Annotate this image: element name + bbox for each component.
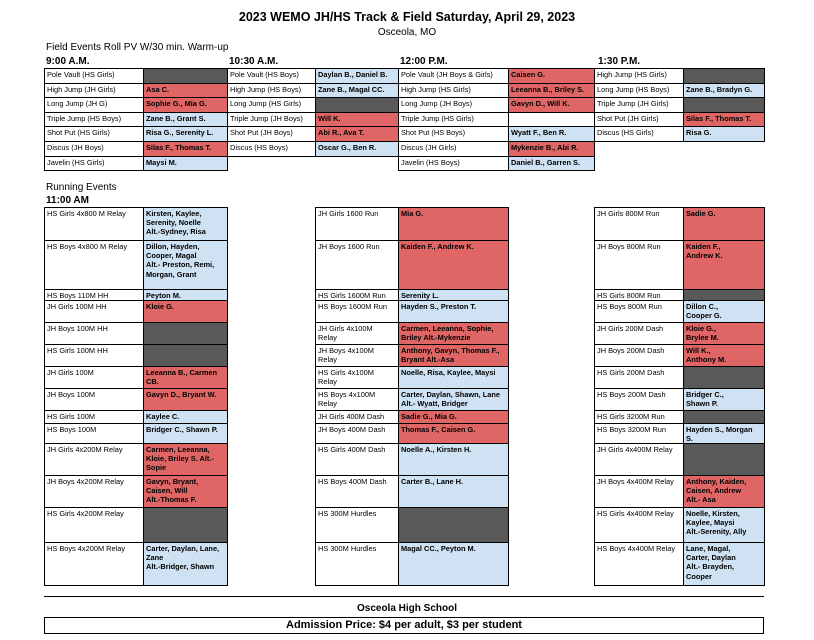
running-athletes-cell xyxy=(143,344,228,367)
running-athletes-cell: Gavyn D., Bryant W. xyxy=(143,388,228,411)
field-athletes-cell: Silas F., Thomas T. xyxy=(683,112,765,128)
running-event-label: HS Boys 4x400M Relay xyxy=(594,542,684,586)
field-athletes-cell xyxy=(508,112,595,128)
running-event-label: HS Boys 800M Run xyxy=(594,300,684,323)
field-event-label: Shot Put (JH Boys) xyxy=(227,126,316,142)
running-event-label: JH Girls 100M xyxy=(44,366,144,389)
field-event-label: Discus (HS Boys) xyxy=(227,141,316,157)
running-event-label: JH Boys 400M Dash xyxy=(315,423,399,444)
running-event-label: HS Girls 800M Run xyxy=(594,289,684,301)
field-time-2: 10:30 A.M. xyxy=(229,56,279,67)
running-athletes-cell: Dillon, Hayden, Cooper, Magal Alt.- Preston, Remi, Morgan, Grant xyxy=(143,240,228,290)
field-athletes-cell: Gavyn D., Will K. xyxy=(508,97,595,113)
running-athletes-cell xyxy=(683,443,765,476)
running-athletes-cell: Bridger C., Shawn P. xyxy=(683,388,765,411)
field-event-label: Triple Jump (HS Girls) xyxy=(398,112,509,128)
running-event-label: HS Girls 4x100M Relay xyxy=(315,366,399,389)
field-event-label: High Jump (HS Girls) xyxy=(398,83,509,99)
field-event-label: Long Jump (JH Boys) xyxy=(398,97,509,113)
admission-price: Admission Price: $4 per adult, $3 per student xyxy=(44,617,764,634)
running-athletes-cell: Noelle A., Kirsten H. xyxy=(398,443,509,476)
field-time-4: 1:30 P.M. xyxy=(598,56,641,67)
field-event-label: Shot Put (HS Girls) xyxy=(44,126,144,142)
running-event-label: JH Girls 4x100M Relay xyxy=(315,322,399,345)
field-athletes-cell: Will K. xyxy=(315,112,399,128)
field-event-label: Long Jump (JH G) xyxy=(44,97,144,113)
field-athletes-cell: Oscar G., Ben R. xyxy=(315,141,399,157)
running-athletes-cell: Kaiden F., Andrew K. xyxy=(683,240,765,290)
field-events-label: Field Events Roll PV W/30 min. Warm-up xyxy=(46,42,229,53)
field-time-3: 12:00 P.M. xyxy=(400,56,448,67)
field-athletes-cell: Abi R., Ava T. xyxy=(315,126,399,142)
running-athletes-cell: Magal CC., Peyton M. xyxy=(398,542,509,586)
running-event-label: HS Girls 3200M Run xyxy=(594,410,684,424)
field-athletes-cell: Daniel B., Garren S. xyxy=(508,156,595,172)
running-event-label: HS Girls 4x400M Relay xyxy=(594,507,684,543)
running-athletes-cell: Anthony, Gavyn, Thomas F., Bryant Alt.-Asa xyxy=(398,344,509,367)
running-athletes-cell: Lane, Magal, Carter, Daylan Alt.- Brayden, Cooper xyxy=(683,542,765,586)
running-athletes-cell: Carter, Daylan, Shawn, Lane Alt.- Wyatt, Bridger xyxy=(398,388,509,411)
running-event-label: JH Boys 4x200M Relay xyxy=(44,475,144,508)
field-athletes-cell: Risa G., Serenity L. xyxy=(143,126,228,142)
running-event-label: HS Boys 400M Dash xyxy=(315,475,399,508)
running-athletes-cell: Mia G. xyxy=(398,207,509,241)
field-athletes-cell xyxy=(683,97,765,113)
running-event-label: JH Girls 800M Run xyxy=(594,207,684,241)
running-athletes-cell: Gavyn, Bryant, Caisen, Will Alt.-Thomas F. xyxy=(143,475,228,508)
field-event-label: Triple Jump (JH Boys) xyxy=(227,112,316,128)
running-athletes-cell xyxy=(143,322,228,345)
running-event-label: HS Boys 200M Dash xyxy=(594,388,684,411)
running-event-label: JH Boys 100M xyxy=(44,388,144,411)
page-title: 2023 WEMO JH/HS Track & Field Saturday, April 29, 2023 xyxy=(238,10,576,24)
field-event-label: Pole Vault (HS Boys) xyxy=(227,68,316,84)
location: Osceola, MO xyxy=(377,27,437,38)
running-athletes-cell: Noelle, Risa, Kaylee, Maysi xyxy=(398,366,509,389)
field-athletes-cell: Zane B., Grant S. xyxy=(143,112,228,128)
running-athletes-cell: Peyton M. xyxy=(143,289,228,301)
running-event-label: HS Girls 1600M Run xyxy=(315,289,399,301)
running-event-label: HS Girls 100M xyxy=(44,410,144,424)
field-athletes-cell: Mykenzie B., Abi R. xyxy=(508,141,595,157)
field-event-label: Shot Put (HS Boys) xyxy=(398,126,509,142)
running-athletes-cell: Kloie G. xyxy=(143,300,228,323)
running-athletes-cell: Hayden S., Preston T. xyxy=(398,300,509,323)
running-event-label: HS Boys 110M HH xyxy=(44,289,144,301)
running-event-label: JH Girls 4x200M Relay xyxy=(44,443,144,476)
running-athletes-cell: Serenity L. xyxy=(398,289,509,301)
running-athletes-cell: Kaiden F., Andrew K. xyxy=(398,240,509,290)
school-name: Osceola High School xyxy=(356,603,458,614)
running-athletes-cell: Carter, Daylan, Lane, Zane Alt.-Bridger, Shawn xyxy=(143,542,228,586)
running-event-label: JH Boys 4x100M Relay xyxy=(315,344,399,367)
running-athletes-cell: Sadie G. xyxy=(683,207,765,241)
field-athletes-cell xyxy=(143,68,228,84)
running-event-label: JH Boys 4x400M Relay xyxy=(594,475,684,508)
running-event-label: JH Boys 100M HH xyxy=(44,322,144,345)
running-event-label: HS Boys 100M xyxy=(44,423,144,444)
running-athletes-cell: Dillon C., Cooper G. xyxy=(683,300,765,323)
field-athletes-cell: Silas F., Thomas T. xyxy=(143,141,228,157)
running-athletes-cell: Sadie G., Mia G. xyxy=(398,410,509,424)
running-event-label: JH Girls 200M Dash xyxy=(594,322,684,345)
running-time: 11:00 AM xyxy=(46,195,89,206)
field-athletes-cell: Asa C. xyxy=(143,83,228,99)
running-athletes-cell: Anthony, Kaiden, Caisen, Andrew Alt.- Asa xyxy=(683,475,765,508)
running-event-label: HS Boys 4x200M Relay xyxy=(44,542,144,586)
field-event-label: Discus (JH Boys) xyxy=(44,141,144,157)
running-athletes-cell: Kirsten, Kaylee, Serenity, Noelle Alt.-Sydney, Risa xyxy=(143,207,228,241)
divider xyxy=(44,596,764,597)
field-athletes-cell: Zane B., Magal CC. xyxy=(315,83,399,99)
running-event-label: HS Girls 200M Dash xyxy=(594,366,684,389)
running-athletes-cell: Leeanna B., Carmen CB. xyxy=(143,366,228,389)
running-athletes-cell: Kloie G., Brylee M. xyxy=(683,322,765,345)
running-event-label: JH Boys 800M Run xyxy=(594,240,684,290)
running-athletes-cell: Noelle, Kirsten, Kaylee, Maysi Alt.-Serenity, Ally xyxy=(683,507,765,543)
running-event-label: HS Boys 3200M Run xyxy=(594,423,684,444)
field-event-label: High Jump (HS Girls) xyxy=(594,68,684,84)
field-event-label: Triple Jump (JH Girls) xyxy=(594,97,684,113)
running-event-label: JH Boys 1600 Run xyxy=(315,240,399,290)
running-event-label: HS Girls 4x800 M Relay xyxy=(44,207,144,241)
field-event-label: High Jump (JH Girls) xyxy=(44,83,144,99)
running-athletes-cell: Thomas F., Caisen G. xyxy=(398,423,509,444)
field-athletes-cell: Zane B., Bradyn G. xyxy=(683,83,765,99)
field-athletes-cell: Maysi M. xyxy=(143,156,228,172)
running-event-label: JH Girls 400M Dash xyxy=(315,410,399,424)
field-athletes-cell xyxy=(315,97,399,113)
running-events-label: Running Events xyxy=(46,182,117,193)
field-athletes-cell: Risa G. xyxy=(683,126,765,142)
field-athletes-cell xyxy=(683,68,765,84)
running-athletes-cell xyxy=(143,507,228,543)
field-athletes-cell: Leeanna B., Briley S. xyxy=(508,83,595,99)
running-event-label: HS Girls 100M HH xyxy=(44,344,144,367)
running-event-label: JH Girls 100M HH xyxy=(44,300,144,323)
running-athletes-cell: Will K., Anthony M. xyxy=(683,344,765,367)
running-athletes-cell: Hayden S., Morgan S. xyxy=(683,423,765,444)
field-athletes-cell: Caisen G. xyxy=(508,68,595,84)
running-event-label: HS Girls 400M Dash xyxy=(315,443,399,476)
running-athletes-cell: Bridger C., Shawn P. xyxy=(143,423,228,444)
running-event-label: HS Boys 4x100M Relay xyxy=(315,388,399,411)
field-event-label: Javelin (HS Boys) xyxy=(398,156,509,172)
field-event-label: High Jump (HS Boys) xyxy=(227,83,316,99)
running-athletes-cell: Carmen, Leeanna, Kloie, Briley S. Alt.- Sopie xyxy=(143,443,228,476)
running-athletes-cell: Kaylee C. xyxy=(143,410,228,424)
running-event-label: JH Girls 4x400M Relay xyxy=(594,443,684,476)
running-athletes-cell: Carter B., Lane H. xyxy=(398,475,509,508)
running-event-label: JH Boys 200M Dash xyxy=(594,344,684,367)
running-event-label: HS Girls 4x200M Relay xyxy=(44,507,144,543)
running-event-label: JH Girls 1600 Run xyxy=(315,207,399,241)
field-athletes-cell: Wyatt F., Ben R. xyxy=(508,126,595,142)
field-time-1: 9:00 A.M. xyxy=(46,56,90,67)
running-athletes-cell xyxy=(683,410,765,424)
field-event-label: Long Jump (HS Girls) xyxy=(227,97,316,113)
field-athletes-cell: Daylan B., Daniel B. xyxy=(315,68,399,84)
field-event-label: Pole Vault (JH Boys & Girls) xyxy=(398,68,509,84)
running-athletes-cell xyxy=(398,507,509,543)
running-event-label: HS 300M Hurdles xyxy=(315,507,399,543)
field-athletes-cell: Sophie G., Mia G. xyxy=(143,97,228,113)
running-event-label: HS 300M Hurdles xyxy=(315,542,399,586)
field-event-label: Triple Jump (HS Boys) xyxy=(44,112,144,128)
field-event-label: Javelin (HS Girls) xyxy=(44,156,144,172)
running-event-label: HS Boys 1600M Run xyxy=(315,300,399,323)
running-athletes-cell xyxy=(683,366,765,389)
field-event-label: Long Jump (HS Boys) xyxy=(594,83,684,99)
field-event-label: Pole Vault (HS Girls) xyxy=(44,68,144,84)
running-event-label: HS Boys 4x800 M Relay xyxy=(44,240,144,290)
running-athletes-cell: Carmen, Leeanna, Sophie, Briley Alt.-Mykenzie xyxy=(398,322,509,345)
field-event-label: Shot Put (JH Girls) xyxy=(594,112,684,128)
field-event-label: Discus (JH Girls) xyxy=(398,141,509,157)
field-event-label: Discus (HS Girls) xyxy=(594,126,684,142)
